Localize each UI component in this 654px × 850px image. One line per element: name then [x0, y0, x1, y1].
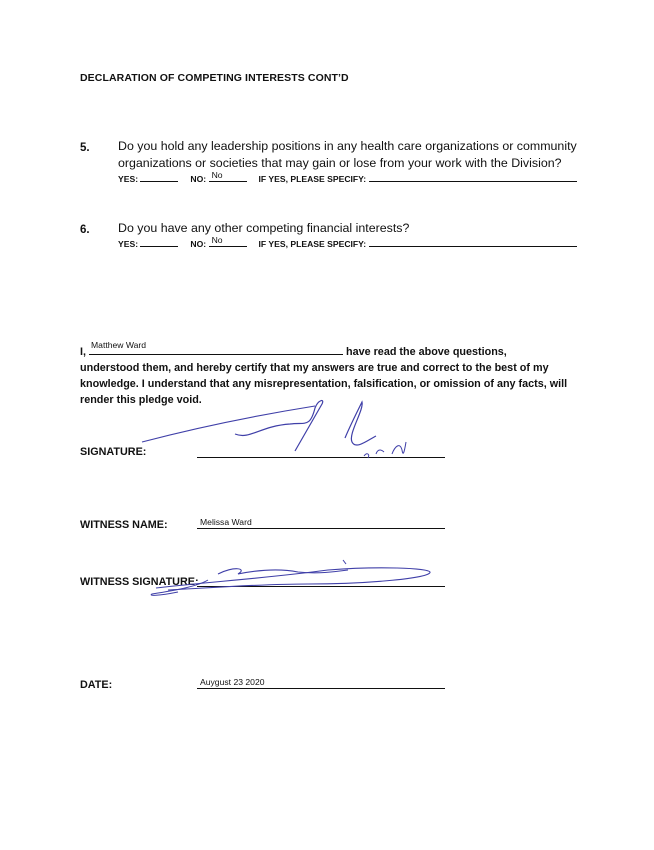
witness-signature-label: WITNESS SIGNATURE: [80, 576, 199, 588]
certification-name: Matthew Ward [91, 340, 147, 350]
question-5-number: 5. [80, 142, 90, 154]
question-6-number: 6. [80, 224, 90, 236]
question-5-answer-row [118, 171, 577, 184]
witness-name-label: WITNESS NAME: [80, 519, 168, 531]
witness-name-line[interactable] [197, 528, 445, 529]
signature-label: SIGNATURE: [80, 446, 147, 458]
question-5-no-field[interactable] [209, 171, 247, 182]
date-line[interactable] [197, 688, 445, 689]
certification-name-field[interactable] [89, 342, 343, 355]
date-label: DATE: [80, 679, 113, 691]
question-6-specify-label: IF YES, PLEASE SPECIFY: [258, 239, 367, 249]
signature-scribble [140, 396, 430, 466]
question-6-no-label: NO: [190, 239, 207, 249]
question-6-yes-field[interactable] [140, 236, 178, 247]
certification-text: have read the above questions, understood them, and hereby certify that my answers are true and correct to the best of my knowledge. I understand that any misrepresentation, falsification, or omission of any facts, will render this pledge void. [80, 346, 568, 406]
question-5-no-answer: No [211, 170, 223, 180]
question-6-no-answer: No [211, 235, 223, 245]
page-heading: DECLARATION OF COMPETING INTERESTS CONT’D [80, 72, 349, 84]
question-6-yes-label: YES: [118, 239, 139, 249]
question-5-specify-label: IF YES, PLEASE SPECIFY: [258, 174, 367, 184]
question-6-answer-row [118, 236, 577, 249]
question-5-text: Do you hold any leadership positions in any health care organizations or community organizations or societies that may gain or lose from your work with the Division? [118, 139, 577, 170]
certification-prefix: I, [80, 346, 86, 358]
question-6-no-field[interactable] [209, 236, 247, 247]
question-6-text: Do you have any other competing financial interests? [118, 221, 410, 235]
question-5-no-label: NO: [190, 174, 207, 184]
question-5-yes-field[interactable] [140, 171, 178, 182]
question-5-specify-field[interactable] [369, 171, 577, 182]
question-6-specify-field[interactable] [369, 236, 577, 247]
witness-name-value: Melissa Ward [200, 517, 252, 527]
witness-signature-scribble [148, 558, 438, 600]
date-value: Auygust 23 2020 [200, 677, 265, 687]
question-5-yes-label: YES: [118, 174, 139, 184]
